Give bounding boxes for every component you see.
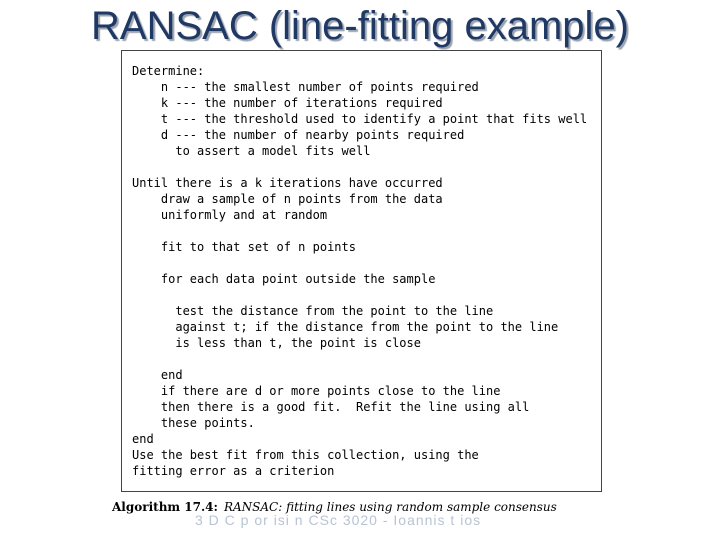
algorithm-line: t --- the threshold used to identify a point that fits well bbox=[132, 112, 588, 126]
algorithm-line: these points. bbox=[132, 416, 255, 430]
algorithm-line bbox=[132, 287, 587, 303]
caption-label: Algorithm 17.4: bbox=[112, 500, 218, 514]
caption-text: RANSAC: fitting lines using random sample consensus bbox=[223, 500, 557, 514]
algorithm-line: fitting error as a criterion bbox=[132, 464, 335, 478]
algorithm-line: end bbox=[132, 432, 154, 446]
algorithm-line: test the distance from the point to the line bbox=[132, 304, 494, 318]
algorithm-line: end bbox=[132, 368, 183, 382]
algorithm-line: Use the best fit from this collection, using the bbox=[132, 448, 479, 462]
algorithm-line: draw a sample of n points from the data bbox=[132, 192, 443, 206]
algorithm-line: Until there is a k iterations have occurred bbox=[132, 176, 443, 190]
algorithm-line: k --- the number of iterations required bbox=[132, 96, 443, 110]
algorithm-line bbox=[132, 223, 587, 239]
algorithm-line: d --- the number of nearby points required bbox=[132, 128, 465, 142]
algorithm-line: for each data point outside the sample bbox=[132, 272, 436, 286]
algorithm-line: against t; if the distance from the point to the line bbox=[132, 320, 559, 334]
algorithm-line: fit to that set of n points bbox=[132, 240, 356, 254]
algorithm-line: to assert a model fits well bbox=[132, 144, 371, 158]
algorithm-line: Determine: bbox=[132, 64, 205, 78]
algorithm-line: is less than t, the point is close bbox=[132, 336, 421, 350]
algorithm-line: uniformly and at random bbox=[132, 208, 328, 222]
algorithm-line bbox=[132, 255, 587, 271]
algorithm-line: if there are d or more points close to the line bbox=[132, 384, 501, 398]
algorithm-line bbox=[132, 351, 587, 367]
algorithm-line: then there is a good fit. Refit the line using all bbox=[132, 400, 530, 414]
algorithm-text bbox=[132, 63, 587, 479]
slide-title: RANSAC (line-fitting example) bbox=[91, 4, 629, 48]
algorithm-line bbox=[132, 159, 587, 175]
algorithm-line: n --- the smallest number of points required bbox=[132, 80, 479, 94]
slide-footer: 3 D C p or isi n CSc 3020 - Ioannis t ios bbox=[195, 512, 482, 528]
